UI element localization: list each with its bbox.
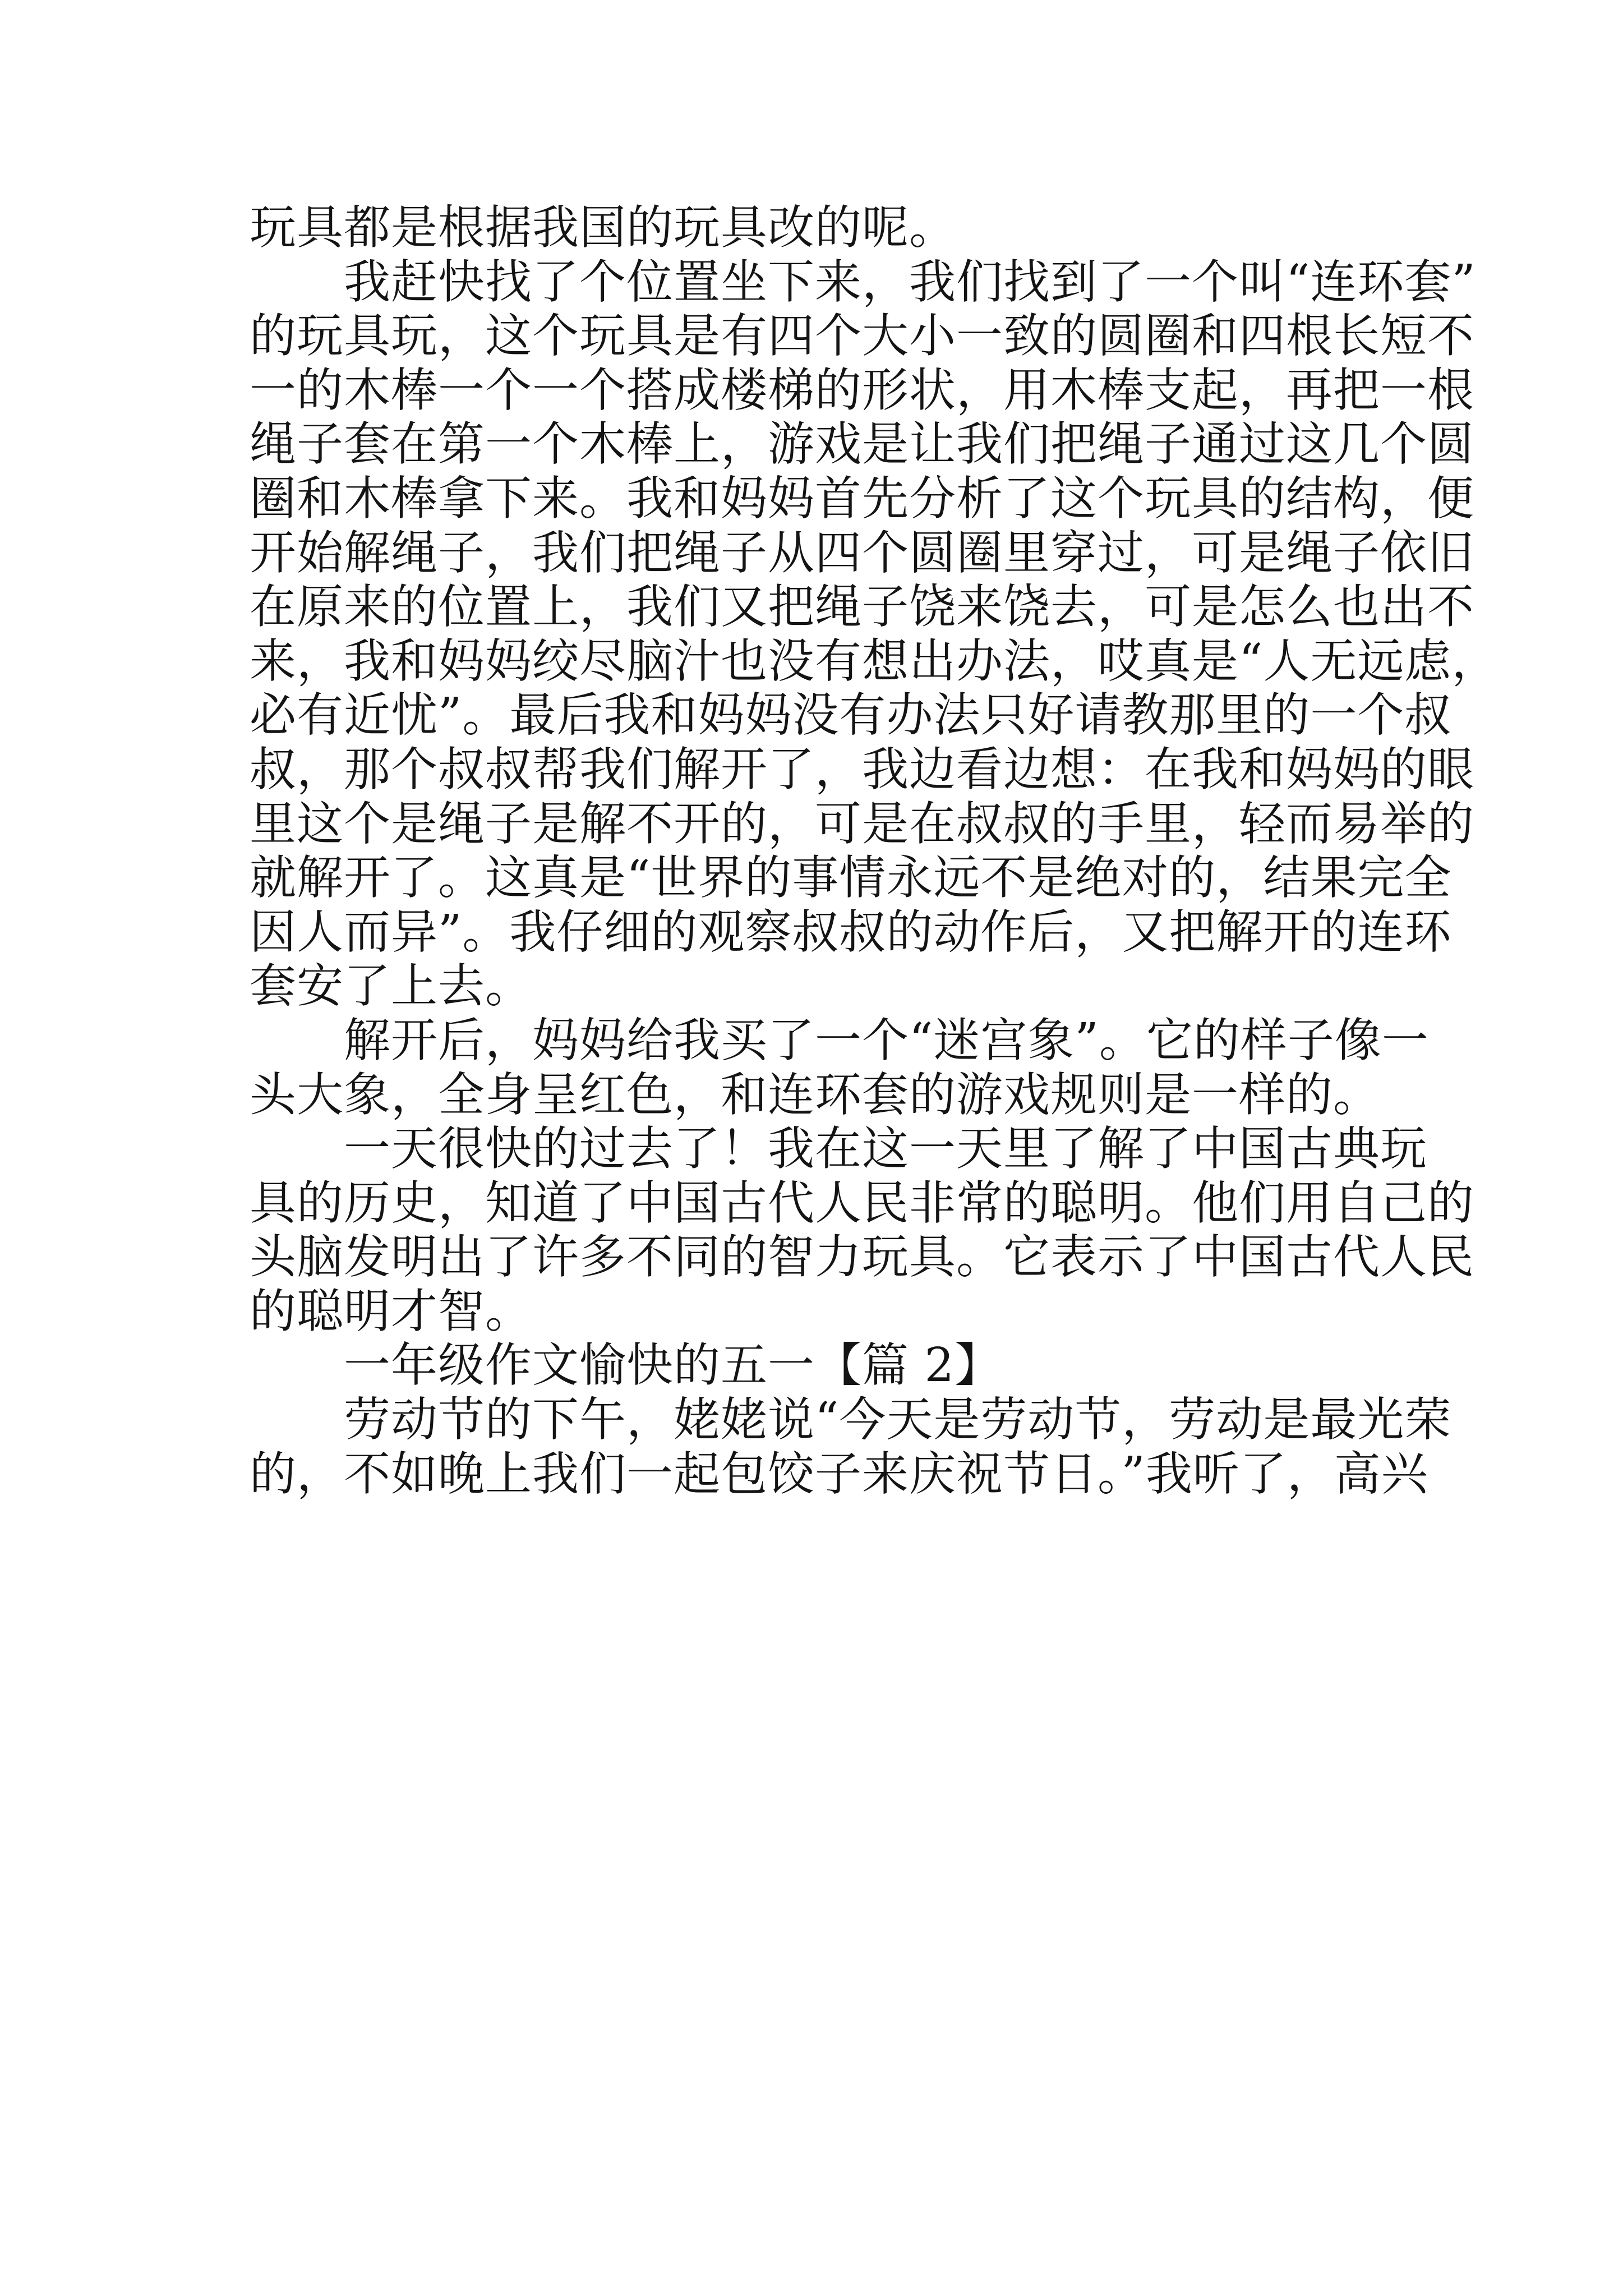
text-line: 必有近忧”。最后我和妈妈没有办法只好请教那里的一个叔 <box>250 688 1452 743</box>
text-line: 绳子套在第一个木棒上，游戏是让我们把绳子通过这几个圆 <box>250 417 1474 472</box>
text-line: 解开后，妈妈给我买了一个“迷宫象”。它的样子像一 <box>344 1013 1429 1068</box>
text-line: 劳动节的下午，姥姥说“今天是劳动节，劳动是最光荣 <box>344 1392 1452 1447</box>
text-line: 因人而异”。我仔细的观察叔叔的动作后，又把解开的连环 <box>250 904 1452 959</box>
text-line: 的聪明才智。 <box>250 1283 532 1338</box>
text-line: 套安了上去。 <box>250 959 532 1014</box>
text-line: 的，不如晚上我们一起包饺子来庆祝节日。”我听了，高兴 <box>250 1446 1428 1501</box>
text-line: 一年级作文愉快的五一【篇 2】 <box>344 1338 1002 1393</box>
text-line: 一天很快的过去了！我在这一天里了解了中国古典玩 <box>344 1121 1427 1176</box>
paragraph <box>250 1392 1452 1501</box>
text-line: 的玩具玩，这个玩具是有四个大小一致的圆圈和四根长短不 <box>250 309 1474 364</box>
text-line: 叔，那个叔叔帮我们解开了，我边看边想：在我和妈妈的眼 <box>250 742 1474 797</box>
text-line: 圈和木棒拿下来。我和妈妈首先分析了这个玩具的结构，便 <box>250 471 1474 526</box>
paragraph <box>250 201 1377 255</box>
paragraph <box>250 1338 1377 1393</box>
text-line: 就解开了。这真是“世界的事情永远不是绝对的，结果完全 <box>250 850 1452 905</box>
text-line: 来，我和妈妈绞尽脑汁也没有想出办法，哎真是“人无远虑， <box>250 633 1499 688</box>
text-line: 头脑发明出了许多不同的智力玩具。它表示了中国古代人民 <box>250 1230 1474 1285</box>
text-line: 在原来的位置上，我们又把绳子饶来饶去，可是怎么也出不 <box>250 579 1474 634</box>
text-line: 开始解绳子，我们把绳子从四个圆圈里穿过，可是绳子依旧 <box>250 525 1474 580</box>
text-line: 玩具都是根据我国的玩具改的呢。 <box>250 200 956 255</box>
document-body <box>250 200 1499 1501</box>
text-line: 头大象，全身呈红色，和连环套的游戏规则是一样的。 <box>250 1067 1380 1122</box>
paragraph <box>250 1013 1429 1122</box>
text-line: 具的历史，知道了中国古代人民非常的聪明。他们用自己的 <box>250 1175 1474 1230</box>
paragraph <box>250 1121 1474 1338</box>
paragraph <box>250 254 1499 1014</box>
text-line: 我赶快找了个位置坐下来，我们找到了一个叫“连环套” <box>344 254 1476 309</box>
text-line: 里这个是绳子是解不开的，可是在叔叔的手里，轻而易举的 <box>250 796 1474 851</box>
text-line: 一的木棒一个一个搭成楼梯的形状，用木棒支起，再把一根 <box>250 362 1474 417</box>
